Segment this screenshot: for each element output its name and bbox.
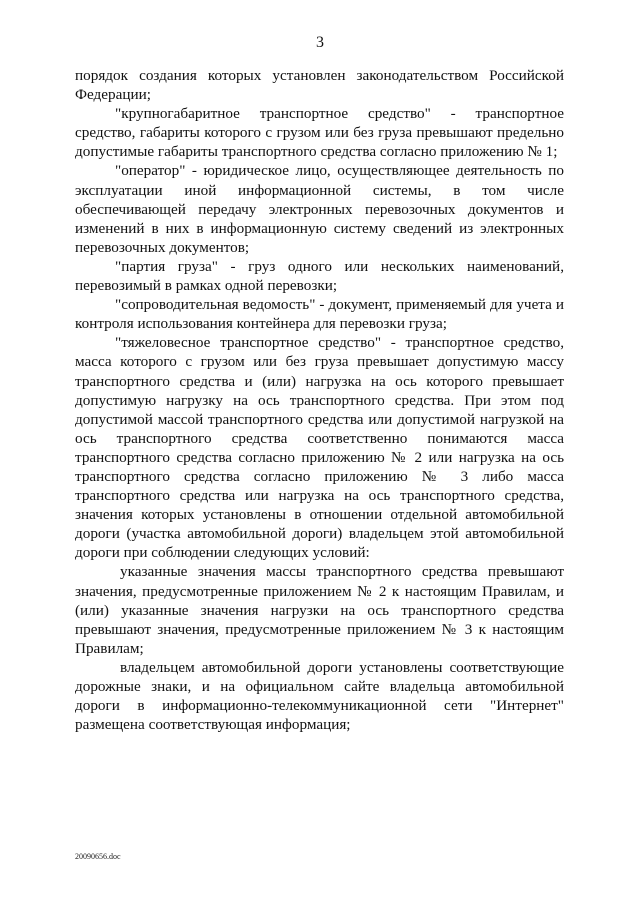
paragraph-federation-clause: порядок создания которых установлен законодательством Российской Федерации; <box>75 67 564 104</box>
paragraph-cargo-batch: "партия груза" - груз одного или нескольких наименований, перевозимый в рамках одной перевозки; <box>75 257 564 295</box>
paragraph-oversized-vehicle: "крупногабаритное транспортное средство" - транспортное средство, габариты которого с грузом или без груза превышают предельно допустимые габариты транспортного средства согласно приложению № 1; <box>75 105 564 161</box>
paragraph-condition-values: указанные значения массы транспортного средства превышают значения, предусмотренные приложением № 2 к настоящим Правилам, и (или) указанные значения нагрузки на ось транспортного средства превышают значения, предусмотренные приложением № 3 к настоящим Правилам; <box>75 563 564 657</box>
paragraph-condition-signs: владельцем автомобильной дороги установлены соответствующие дорожные знаки, и на официальном сайте владельца автомобильной дороги в информационно-телекоммуникационной сети "Интернет" размещена соответствующая информация; <box>75 658 564 734</box>
document-body <box>75 66 564 734</box>
page-number: 3 <box>316 34 324 51</box>
paragraph-accompanying-statement: "сопроводительная ведомость" - документ, применяемый для учета и контроля использования контейнера для перевозки груза; <box>75 296 564 333</box>
paragraph-heavy-vehicle: "тяжеловесное транспортное средство" - транспортное средство, масса которого с грузом или без груза превышает допустимую массу транспортного средства и (или) нагрузка на ось которого превышает допустимую нагрузку на ось транспортного средства. При этом под допустимой массой транспортного средства или допустимой нагрузкой на ось транспортного средства соответственно понимаются масса транспортного средства согласно приложению № 2 или нагрузка на ось транспортного средства согласно приложению № 3 либо масса транспортного средства или нагрузка на ось транспортного средства, значения которых установлены в отношении отдельной автомобильной дороги (участка автомобильной дороги) владельцем этой автомобильной дороги при соблюдении следующих условий: <box>75 334 564 562</box>
paragraph-operator: "оператор" - юридическое лицо, осуществляющее деятельность по эксплуатации иной информационной системы, в том числе обеспечивающей передачу электронных перевозочных документов и изменений в них в информационную систему сведений из электронных перевозочных документов; <box>75 162 564 256</box>
footer-doc-code: 20090656.doc <box>75 852 121 861</box>
